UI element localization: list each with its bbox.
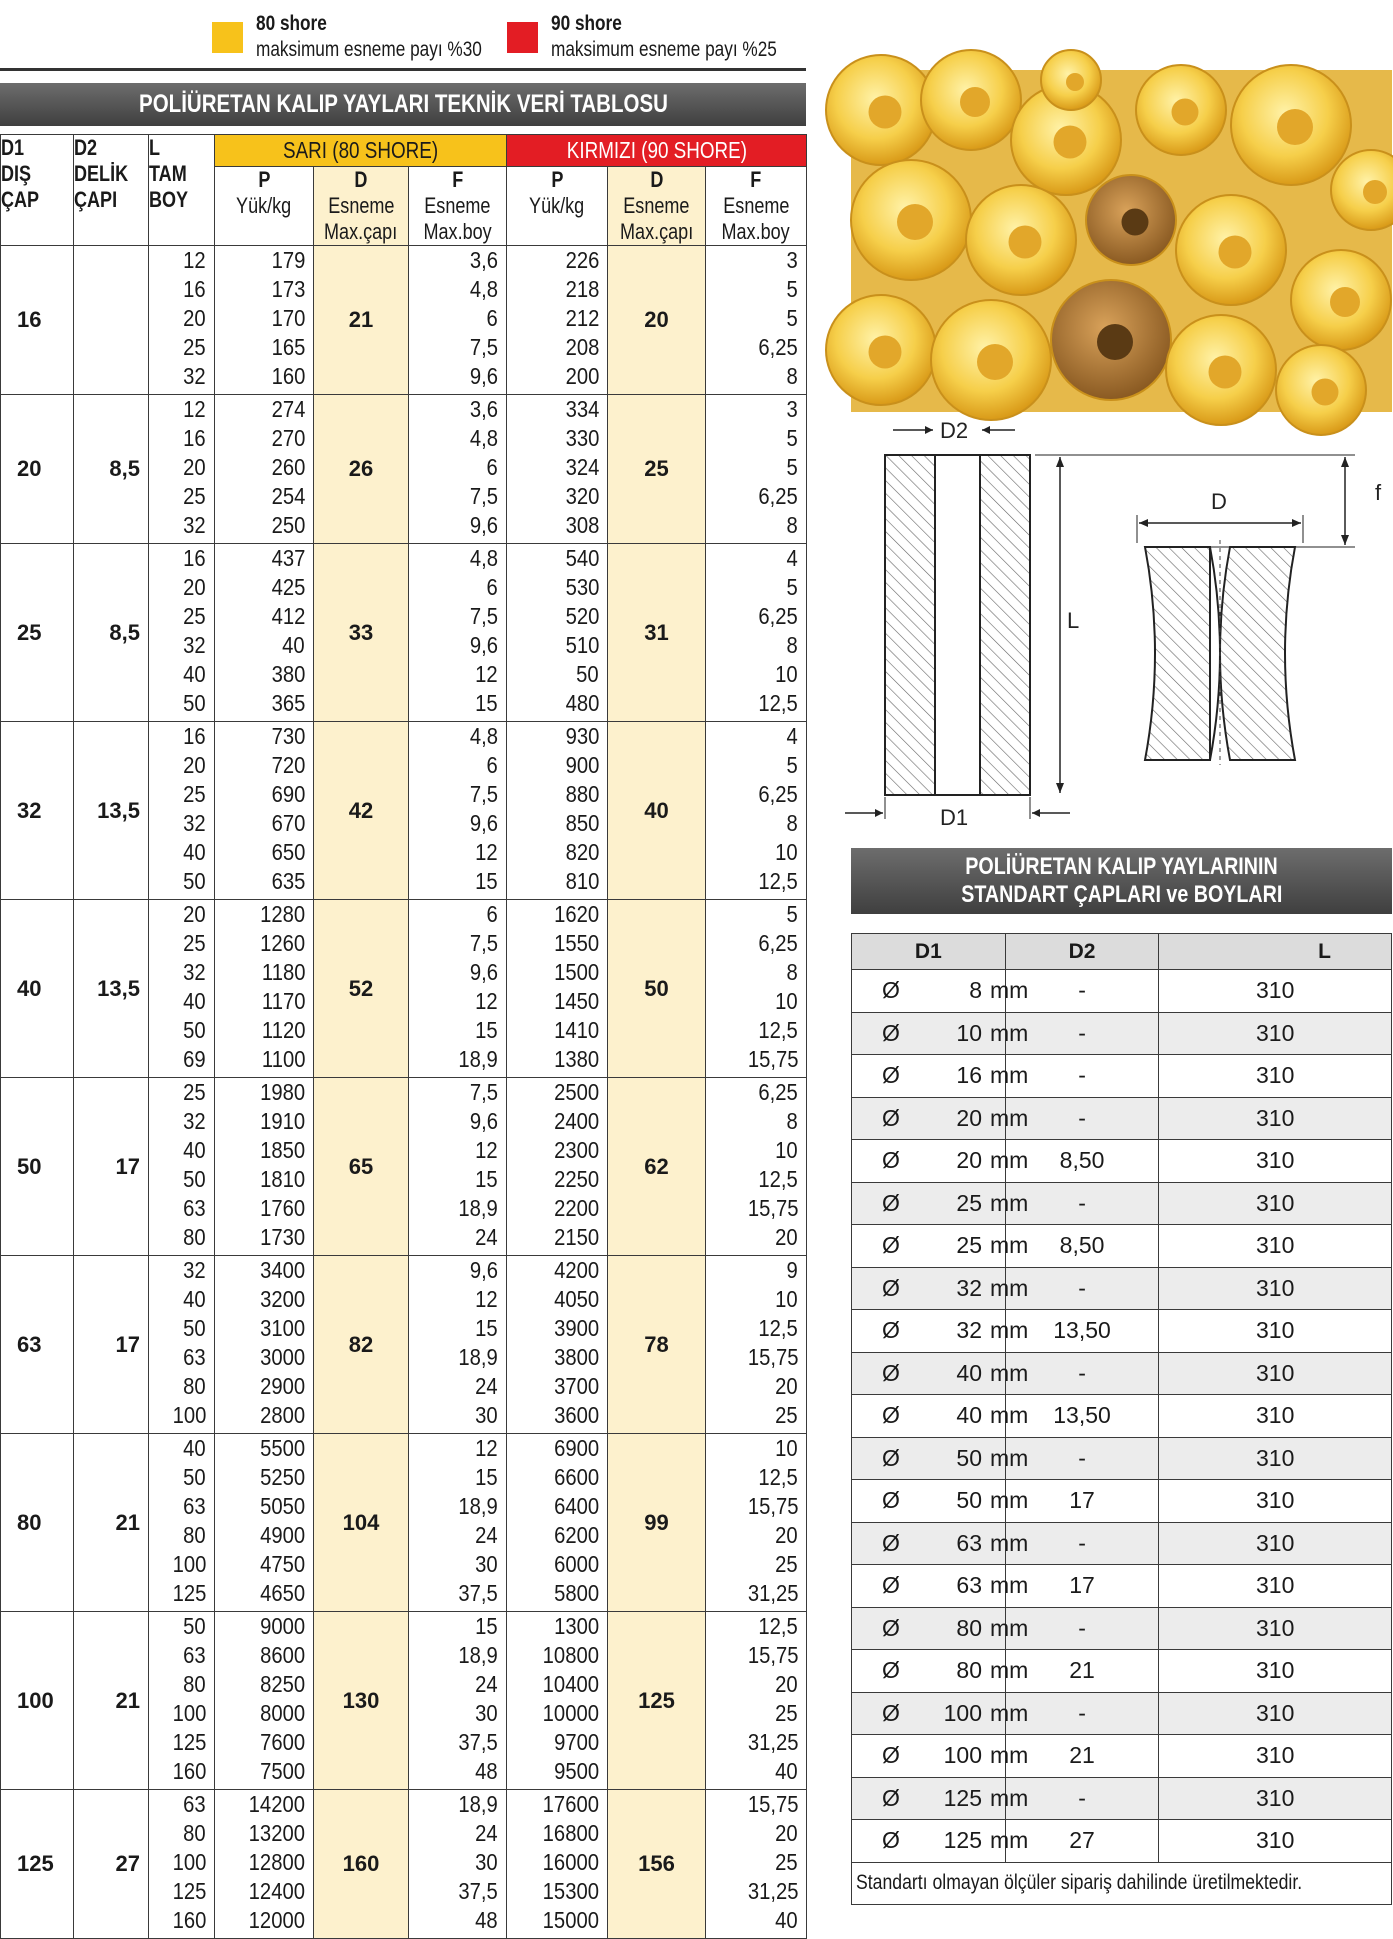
value-list: 63 80 100 125 160 <box>149 1790 215 1939</box>
value-list: 930 900 880 850 820 810 <box>507 722 608 900</box>
value-list: 4200 4050 3900 3800 3700 3600 <box>507 1256 608 1434</box>
header-f-80: F Esneme Max.boy <box>409 167 507 246</box>
std-l-cell: 310 <box>1159 1692 1392 1735</box>
std-d2-cell: - <box>1005 1012 1159 1055</box>
value-list: 1980 1910 1850 1810 1760 1730 <box>215 1078 314 1256</box>
label-f: f <box>1375 480 1382 505</box>
spring-disc-hole <box>869 96 902 129</box>
value-list: 4,8 6 7,5 9,6 12 15 <box>409 722 507 900</box>
spring-wall-right <box>980 455 1030 795</box>
std-d1-cell: Ø 32 mm <box>852 1310 1006 1353</box>
std-d2-cell: - <box>1005 970 1159 1013</box>
value-list: 730 720 690 670 650 635 <box>215 722 314 900</box>
value-list: 5500 5250 5050 4900 4750 4650 <box>215 1434 314 1612</box>
value-list: 3,6 4,8 6 7,5 9,6 <box>409 395 507 544</box>
table-row <box>1 395 807 544</box>
header-yellow-shore: SARI (80 SHORE) <box>215 135 507 167</box>
std-d2-cell: - <box>1005 1267 1159 1310</box>
group-value: 63 <box>1 1256 74 1434</box>
yellow-swatch <box>212 22 243 53</box>
group-value: 50 <box>1 1078 74 1256</box>
table-row <box>852 1012 1392 1055</box>
group-value: 62 <box>608 1078 706 1256</box>
table-row <box>852 1140 1392 1183</box>
table-row <box>852 1395 1392 1438</box>
group-value: 17 <box>74 1078 149 1256</box>
std-d1-cell: Ø 100 mm <box>852 1692 1006 1735</box>
std-d1-cell: Ø 80 mm <box>852 1650 1006 1693</box>
table-row <box>852 1480 1392 1523</box>
value-list: 3,6 4,8 6 7,5 9,6 <box>409 246 507 395</box>
group-value: 16 <box>1 246 74 395</box>
std-d1-cell: Ø 20 mm <box>852 1097 1006 1140</box>
standards-title-banner <box>851 848 1392 914</box>
std-l-cell: 310 <box>1159 1182 1392 1225</box>
spring-disc-hole <box>1277 109 1313 145</box>
value-list: 334 330 324 320 308 <box>507 395 608 544</box>
table-row <box>852 1097 1392 1140</box>
legend-title: 80 shore <box>256 12 327 35</box>
group-value: 25 <box>608 395 706 544</box>
standard-sizes-table <box>851 933 1392 1905</box>
std-d2-cell: 21 <box>1005 1650 1159 1693</box>
std-d1-cell: Ø 8 mm <box>852 970 1006 1013</box>
group-value: 78 <box>608 1256 706 1434</box>
value-list: 12,5 15,75 20 25 31,25 40 <box>706 1612 807 1790</box>
spring-disc-hole <box>960 87 990 117</box>
spring-disc-hole <box>1097 324 1133 360</box>
std-l-cell: 310 <box>1159 1777 1392 1820</box>
group-value: 31 <box>608 544 706 722</box>
label-l: L <box>1067 608 1080 633</box>
value-list: 9,6 12 15 18,9 24 30 <box>409 1256 507 1434</box>
std-l-cell: 310 <box>1159 1607 1392 1650</box>
value-list: 17600 16800 16000 15300 15000 <box>507 1790 608 1939</box>
value-list: 1280 1260 1180 1170 1120 1100 <box>215 900 314 1078</box>
value-list: 3 5 5 6,25 8 <box>706 395 807 544</box>
table-row <box>1 1434 807 1612</box>
std-l-cell: 310 <box>1159 1395 1392 1438</box>
std-d2-cell: 8,50 <box>1005 1140 1159 1183</box>
compressed-wall-left <box>1145 547 1210 760</box>
value-list: 9000 8600 8250 8000 7600 7500 <box>215 1612 314 1790</box>
std-d1-cell: Ø 125 mm <box>852 1820 1006 1863</box>
value-list: 32 40 50 63 80 100 <box>149 1256 215 1434</box>
group-value: 82 <box>314 1256 409 1434</box>
table-row <box>1 1256 807 1434</box>
table-row <box>852 1055 1392 1098</box>
std-d1-cell: Ø 25 mm <box>852 1182 1006 1225</box>
std-header-l: L <box>1159 934 1392 970</box>
std-l-cell: 310 <box>1159 1097 1392 1140</box>
std-d2-cell: - <box>1005 1692 1159 1735</box>
standards-title-line-2: STANDART ÇAPLARI ve BOYLARI <box>960 881 1283 908</box>
std-d1-cell: Ø 40 mm <box>852 1395 1006 1438</box>
std-d1-cell: Ø 100 mm <box>852 1735 1006 1778</box>
group-value: 8,5 <box>74 544 149 722</box>
value-list: 15,75 20 25 31,25 40 <box>706 1790 807 1939</box>
polyurethane-springs-image <box>851 70 1392 412</box>
table-row <box>852 1650 1392 1693</box>
header-f-90: F Esneme Max.boy <box>706 167 807 246</box>
std-d2-cell: - <box>1005 1437 1159 1480</box>
value-list: 4 5 6,25 8 10 12,5 <box>706 544 807 722</box>
std-l-cell: 310 <box>1159 970 1392 1013</box>
std-l-cell: 310 <box>1159 1012 1392 1055</box>
group-value: 156 <box>608 1790 706 1939</box>
std-d1-cell: Ø 25 mm <box>852 1225 1006 1268</box>
spring-disc-hole <box>869 336 902 369</box>
std-d1-cell: Ø 80 mm <box>852 1607 1006 1650</box>
header-red-shore: KIRMIZI (90 SHORE) <box>507 135 807 167</box>
group-value: 125 <box>608 1612 706 1790</box>
std-l-cell: 310 <box>1159 1225 1392 1268</box>
std-d2-cell: 17 <box>1005 1565 1159 1608</box>
group-value: 80 <box>1 1434 74 1612</box>
value-list: 15 18,9 24 30 37,5 48 <box>409 1612 507 1790</box>
group-value: 32 <box>1 722 74 900</box>
table-row <box>1 1790 807 1939</box>
std-l-cell: 310 <box>1159 1352 1392 1395</box>
spring-wall-left <box>885 455 935 795</box>
group-value: 50 <box>608 900 706 1078</box>
table-row <box>852 1225 1392 1268</box>
legend-title: 90 shore <box>551 12 622 35</box>
std-l-cell: 310 <box>1159 1140 1392 1183</box>
group-value: 17 <box>74 1256 149 1434</box>
value-list: 10 12,5 15,75 20 25 31,25 <box>706 1434 807 1612</box>
value-list: 437 425 412 40 380 365 <box>215 544 314 722</box>
group-value: 20 <box>608 246 706 395</box>
table-row <box>852 1735 1392 1778</box>
std-l-cell: 310 <box>1159 1820 1392 1863</box>
red-swatch <box>507 22 538 53</box>
compressed-wall-right <box>1220 547 1295 760</box>
spring-disc-hole <box>1066 73 1084 91</box>
group-value: 13,5 <box>74 722 149 900</box>
group-value: 21 <box>74 1434 149 1612</box>
std-d2-cell: - <box>1005 1777 1159 1820</box>
std-d2-cell: 13,50 <box>1005 1310 1159 1353</box>
std-d2-cell: 21 <box>1005 1735 1159 1778</box>
std-d1-cell: Ø 16 mm <box>852 1055 1006 1098</box>
group-value: 99 <box>608 1434 706 1612</box>
value-list: 7,5 9,6 12 15 18,9 24 <box>409 1078 507 1256</box>
group-value: 13,5 <box>74 900 149 1078</box>
product-photo <box>851 70 1392 412</box>
table-row <box>852 1692 1392 1735</box>
table-row <box>852 1182 1392 1225</box>
spring-disc-hole <box>1219 236 1252 269</box>
spring-disc-hole <box>1009 226 1042 259</box>
value-list: 18,9 24 30 37,5 48 <box>409 1790 507 1939</box>
std-l-cell: 310 <box>1159 1267 1392 1310</box>
value-list: 4,8 6 7,5 9,6 12 15 <box>409 544 507 722</box>
spring-disc-hole <box>1122 209 1149 236</box>
label-d: D <box>1211 489 1227 514</box>
value-list: 12 16 20 25 32 <box>149 395 215 544</box>
group-value: 104 <box>314 1434 409 1612</box>
group-value: 65 <box>314 1078 409 1256</box>
table-row <box>1 1612 807 1790</box>
std-d2-cell: 17 <box>1005 1480 1159 1523</box>
value-list: 16 20 25 32 40 50 <box>149 544 215 722</box>
value-list: 9 10 12,5 15,75 20 25 <box>706 1256 807 1434</box>
table-row <box>1 246 807 395</box>
main-title: POLİÜRETAN KALIP YAYLARI TEKNİK VERİ TABLOSU <box>138 90 668 118</box>
std-d2-cell: 8,50 <box>1005 1225 1159 1268</box>
table-row <box>852 1820 1392 1863</box>
group-value: 42 <box>314 722 409 900</box>
group-value: 40 <box>1 900 74 1078</box>
std-l-cell: 310 <box>1159 1480 1392 1523</box>
value-list: 12 15 18,9 24 30 37,5 <box>409 1434 507 1612</box>
table-row <box>852 1565 1392 1608</box>
value-list: 540 530 520 510 50 480 <box>507 544 608 722</box>
group-value: 33 <box>314 544 409 722</box>
table-row <box>1 722 807 900</box>
group-value: 21 <box>314 246 409 395</box>
spring-disc-hole <box>1209 356 1242 389</box>
value-list: 3 5 5 6,25 8 <box>706 246 807 395</box>
label-d2: D2 <box>940 418 969 443</box>
std-header-d2: D2 <box>1005 934 1159 970</box>
std-l-cell: 310 <box>1159 1735 1392 1778</box>
table-row <box>1 900 807 1078</box>
spring-disc-hole <box>1363 180 1387 204</box>
std-d1-cell: Ø 50 mm <box>852 1437 1006 1480</box>
group-value: 52 <box>314 900 409 1078</box>
table-row <box>1 1078 807 1256</box>
value-list: 12 16 20 25 32 <box>149 246 215 395</box>
table-row <box>852 1777 1392 1820</box>
std-l-cell: 310 <box>1159 1650 1392 1693</box>
std-d1-cell: Ø 32 mm <box>852 1267 1006 1310</box>
value-list: 179 173 170 165 160 <box>215 246 314 395</box>
table-row <box>852 1352 1392 1395</box>
value-list: 6900 6600 6400 6200 6000 5800 <box>507 1434 608 1612</box>
std-d2-cell: - <box>1005 1607 1159 1650</box>
group-value: 40 <box>608 722 706 900</box>
spring-disc-hole <box>1312 379 1339 406</box>
legend-divider <box>0 68 806 71</box>
std-l-cell: 310 <box>1159 1565 1392 1608</box>
table-row <box>852 1437 1392 1480</box>
std-d1-cell: Ø 10 mm <box>852 1012 1006 1055</box>
value-list: 20 25 32 40 50 69 <box>149 900 215 1078</box>
std-d1-cell: Ø 63 mm <box>852 1522 1006 1565</box>
header-d1: D1 DIŞ ÇAP <box>1 135 74 246</box>
value-list: 6,25 8 10 12,5 15,75 20 <box>706 1078 807 1256</box>
table-footer-row <box>852 1862 1392 1904</box>
legend-desc: maksimum esneme payı %30 <box>256 38 482 61</box>
header-d2: D2 DELİK ÇAPI <box>74 135 149 246</box>
std-d2-cell: 13,50 <box>1005 1395 1159 1438</box>
header-d-90: D Esneme Max.çapı <box>608 167 706 246</box>
spring-disc-hole <box>977 344 1013 380</box>
value-list: 3400 3200 3100 3000 2900 2800 <box>215 1256 314 1434</box>
std-d2-cell: - <box>1005 1097 1159 1140</box>
std-d1-cell: Ø 63 mm <box>852 1565 1006 1608</box>
table-row <box>852 970 1392 1013</box>
value-list: 226 218 212 208 200 <box>507 246 608 395</box>
standards-title-line-1: POLİÜRETAN KALIP YAYLARININ <box>965 853 1278 880</box>
header-l: L TAM BOY <box>149 135 215 246</box>
value-list: 1300 10800 10400 10000 9700 9500 <box>507 1612 608 1790</box>
group-value: 27 <box>74 1790 149 1939</box>
table-row <box>852 1607 1392 1650</box>
std-header-d1: D1 <box>852 934 1006 970</box>
std-d2-cell: 27 <box>1005 1820 1159 1863</box>
value-list: 25 32 40 50 63 80 <box>149 1078 215 1256</box>
table-row <box>1 544 807 722</box>
value-list: 1620 1550 1500 1450 1410 1380 <box>507 900 608 1078</box>
main-title-banner <box>0 83 806 126</box>
value-list: 16 20 25 32 40 50 <box>149 722 215 900</box>
label-d1: D1 <box>940 805 969 830</box>
std-d1-cell: Ø 125 mm <box>852 1777 1006 1820</box>
std-l-cell: 310 <box>1159 1437 1392 1480</box>
header-p-90: P Yük/kg <box>507 167 608 246</box>
group-value: 8,5 <box>74 395 149 544</box>
header-d-80: D Esneme Max.çapı <box>314 167 409 246</box>
group-value: 160 <box>314 1790 409 1939</box>
std-d2-cell: - <box>1005 1352 1159 1395</box>
std-d1-cell: Ø 50 mm <box>852 1480 1006 1523</box>
value-list: 40 50 63 80 100 125 <box>149 1434 215 1612</box>
value-list: 50 63 80 100 125 160 <box>149 1612 215 1790</box>
spring-disc-hole <box>1172 99 1199 126</box>
value-list: 5 6,25 8 10 12,5 15,75 <box>706 900 807 1078</box>
table-row <box>852 1310 1392 1353</box>
std-d1-cell: Ø 40 mm <box>852 1352 1006 1395</box>
group-value <box>74 246 149 395</box>
std-d2-cell: - <box>1005 1522 1159 1565</box>
table-row <box>852 1522 1392 1565</box>
group-value: 26 <box>314 395 409 544</box>
group-value: 20 <box>1 395 74 544</box>
spring-dimension-diagram <box>845 415 1393 835</box>
value-list: 2500 2400 2300 2250 2200 2150 <box>507 1078 608 1256</box>
std-d2-cell: - <box>1005 1055 1159 1098</box>
value-list: 274 270 260 254 250 <box>215 395 314 544</box>
std-note: Standartı olmayan ölçüler sipariş dahilinde üretilmektedir. <box>852 1862 1392 1904</box>
value-list: 4 5 6,25 8 10 12,5 <box>706 722 807 900</box>
spring-disc-hole <box>1330 287 1360 317</box>
value-list: 6 7,5 9,6 12 15 18,9 <box>409 900 507 1078</box>
std-l-cell: 310 <box>1159 1055 1392 1098</box>
std-l-cell: 310 <box>1159 1522 1392 1565</box>
std-l-cell: 310 <box>1159 1310 1392 1353</box>
std-d1-cell: Ø 20 mm <box>852 1140 1006 1183</box>
group-value: 130 <box>314 1612 409 1790</box>
table-row <box>852 1267 1392 1310</box>
std-d2-cell: - <box>1005 1182 1159 1225</box>
legend-desc: maksimum esneme payı %25 <box>551 38 777 61</box>
group-value: 21 <box>74 1612 149 1790</box>
header-p-80: P Yük/kg <box>215 167 314 246</box>
group-value: 125 <box>1 1790 74 1939</box>
group-value: 25 <box>1 544 74 722</box>
group-value: 100 <box>1 1612 74 1790</box>
spring-disc-hole <box>897 204 933 240</box>
value-list: 14200 13200 12800 12400 12000 <box>215 1790 314 1939</box>
technical-data-table <box>0 134 806 1939</box>
spring-bore <box>935 455 980 795</box>
spring-disc-hole <box>1054 126 1087 159</box>
